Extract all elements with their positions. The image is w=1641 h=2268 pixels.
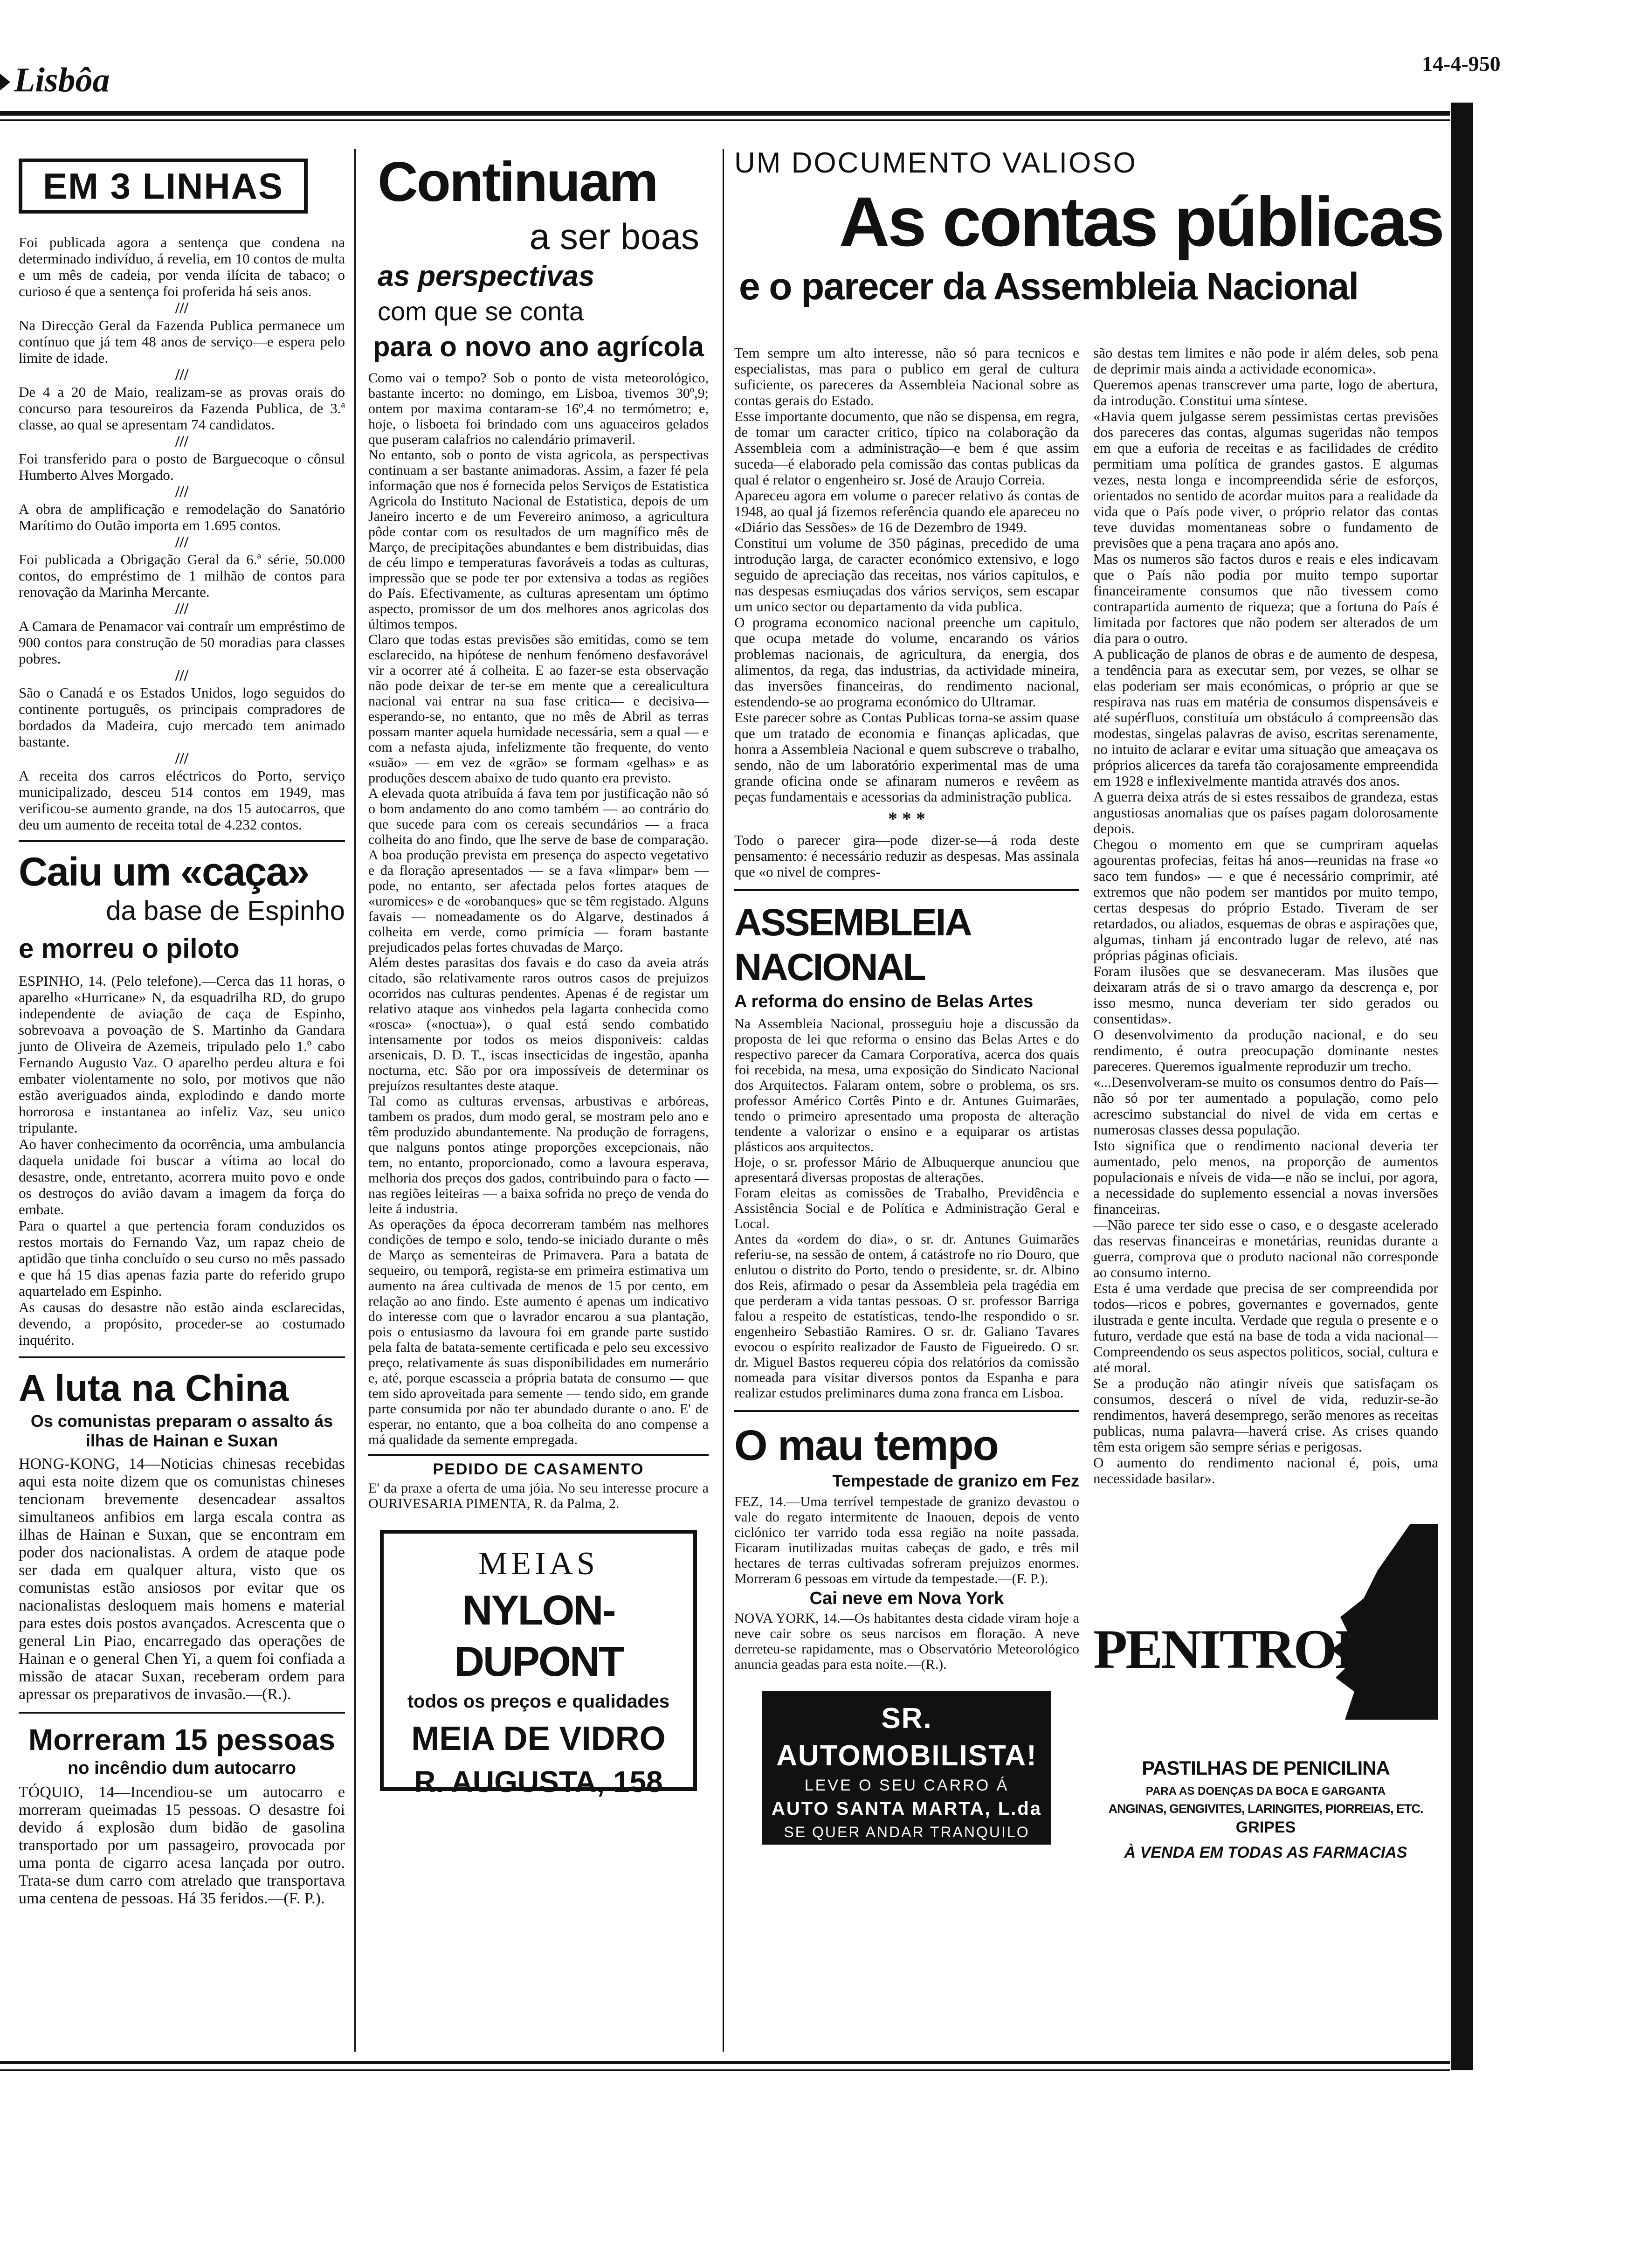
article-body: Na Assembleia Nacional, prosseguiu hoje a discussão da proposta de lei que reforma o ensino das Belas Artes e do respectivo parecer da Camara Corporativa, acerca dos quais foi recebida, na mesa, uma exposição do Sindicato Nacional dos Arquitectos. Falaram ontem, sobre o problema, os srs. professor Américo Cortês Pinto e dr. Antunes Guimarães, tendo o primeiro apresentado uma proposta de alteração tendente a valorizar o ensino e a equiparar os artistas plásticos aos arquitectos. Hoje, o sr. professor Mário de Albuquerque anunciou que apresentará diversas propostas de alterações. Foram eleitas as comissões de Trabalho, Previdência e Assistência Social e de Política e Administração Geral e Local. Antes da «ordem do dia», o sr. dr. Antunes Guimarães referiu-se, na sessão de ontem, á catástrofe no rio Douro, que enlutou o distrito do Porto, tendo o presidente, sr. dr. Albino dos Reis, afirmado o pesar da Assembleia pela tragédia em que perderam a vida tantas pessoas. O sr. professor Barriga falou a respeito de estatísticas, tendo-lhe respondido o sr. engenheiro Sebastião Ramires. O sr. dr. Galiano Tavares evocou o espírito realizador de Fausto de Figueiredo. O sr. dr. Miguel Bastos requereu cópia dos relatórios da comissão nomeada para visitar diversos pontos da Espanha e para realizar estudos preliminares duma zona franca em Lisboa. <box>734 1016 1079 1401</box>
column-divider <box>354 149 356 2052</box>
section-rule <box>368 1454 709 1456</box>
subheadline: Tempestade de granizo em Fez <box>832 1471 1079 1490</box>
news-note: Foi publicada agora a sentença que condena na determinado indivíduo, á revelia, em 10 contos de multa e um mês de cadeia, por venda ilícita de tabaco; o curioso é que a sentença foi proferida há seis anos. <box>19 234 345 299</box>
note-separator: /// <box>175 433 189 450</box>
article-body: Como vai o tempo? Sob o ponto de vista meteorológico, bastante incerto: no domingo, em Lisboa, tivemos 30º,9; ontem por maxima contaram-se 16º,4 no termómetro; e, hoje, o lisboeta foi brindado com uns aguaceiros gelados que puseram calafrios no calendário primaveril. No entanto, sob o ponto de vista agricola, as perspectivas continuam a ser bastante animadoras. Assim, a fazer fé pela informação que nos é fornecida pelos Serviços de Estatistica Agricola do Instituto Nacional de Estatistica, depois de um Janeiro incerto e de um Fevereiro animoso, a agricultura pôde contar com os resultados de um magnífico mês de Março, de precipitações abundantes e bem distribuidas, dias de céu limpo e temperaturas favoráveis a todas as culturas, impressão que se pode ter por extensiva a todas as regiões do País. Efectivamente, as culturas apresentam um óptimo aspecto, promissor de um dos melhores anos agricolas dos últimos tempos. Claro que todas estas previsões são emitidas, como se tem esclarecido, na hipótese de nenhum fenómeno desfavorável vir a ocorrer até á colheita. E ao fazer-se esta observação não pode deixar de ter-se em mente que a cerealicultura nacional vai entrar na sua fase critica— e decisiva—esperando-se, no entanto, que no mês de Abril as terras possam manter aquela humidade necessária, sem a qual — e com a nefasta ajuda, infelizmente tão frequente, do vento «suão» — em vez de «grão» se formam «gelhas» e as produções descem abaixo de tudo quanto era previsto. A elevada quota atribuída á fava tem por justificação não só o bom andamento do ano como também — ao contrário do que sucede para com os cereais secundários — a fraca colheita do ano findo, que lhe serve de base de comparação. A boa produção prevista em presença do aspecto vegetativo e da floração apresentados — se a fava «limpar» bem — pode, no entanto, ser afectada pelos fortes ataques de «uromices» e de «orobanques» que se têm registado. Alguns favais — nomeadamente os do Algarve, destinados á colheita em verde, como primícia — foram bastante prejudicados pelas fortes chuvadas de Março. Além destes parasitas dos favais e do caso da aveia atrás citado, são relativamente raros outros casos de prejuizos ocorridos nas culturas pendentes. Apenas é de registar um relativo ataque aos vinhedos pela lagarta conhecida como «rosca» («noctua»), o qual está sendo combatido intensamente por todos os meios disponiveis: caldas arsenicais, D. D. T., iscas insecticidas de ingestão, apanha nocturna, etc. São por ora impossíveis de determinar os prejuízos resultantes deste ataque. Tal como as culturas ervensas, arbustivas e arbóreas, tambem os prados, dum modo geral, se mostram pelo ano e têm produzido abundantemente. Na produção de forragens, que nalguns pontos atinge proporções excepcionais, não tem, no entanto, proporcionado, como a lavoura esperava, melhoria dos preços dos gados, contribuindo para o facto — nas regiões leiteiras — a baixa sofrida no preço de venda do leite á industria. As operações da época decorreram também nas melhores condições de tempo e solo, tendo-se iniciado durante o mês de Março as sementeiras de Primavera. Para a batata de sequeiro, ou temporã, regista-se em primeira estimativa um aumento na área cultivada de menos de 15 por cento, em relação ao ano findo. Este aumento é apenas um indicativo do interesse com que o lavrador encarou a sua plantação, pois o entusiasmo da lavoura foi em grande parte sustido pela falta de batata-semente certificada e pelo seu excessivo preço, relativamente ás suas disponibilidades em numerário e, até, porque escasseia a própria batata de consumo — que tem sido aproveitada para semente — tendo sido, em grande parte consumida por não ter abundado durante o ano. E' de esperar, no entanto, que a boa colheita do ano compense a má qualidade da semente empregada. <box>368 370 709 1447</box>
kicker: UM DOCUMENTO VALIOSO <box>734 147 1137 179</box>
header-rule <box>0 111 1450 116</box>
ad-line: NYLON-DUPONT <box>454 1587 623 1685</box>
ad-line: PARA AS DOENÇAS DA BOCA E GARGANTA <box>1145 1785 1386 1798</box>
news-note: De 4 a 20 de Maio, realizam-se as provas orais do concurso para tesoureiros da Fazenda Publica, de 3.ª classe, ao qual se apresentam 74 candidatos. <box>19 384 345 433</box>
column-3 <box>734 145 1443 1861</box>
headline: com que se conta <box>378 297 584 326</box>
ad-line: PASTILHAS DE PENICILINA <box>1142 1757 1390 1779</box>
headline: as perspectivas <box>378 260 595 292</box>
ad-line: SR. AUTOMOBILISTA! <box>776 1702 1037 1772</box>
page-date: 14-4-950 <box>1422 52 1501 76</box>
news-note: Foi transferido para o posto de Barguecoque o cônsul Humberto Alves Morgado. <box>19 450 345 483</box>
section-rule <box>19 840 345 842</box>
pedido-body: E' da praxe a oferta de uma jóia. No seu interesse procure a OURIVESARIA PIMENTA, R. da Palma, 2. <box>368 1480 709 1511</box>
section-stars: * * * <box>888 808 925 829</box>
section-rule <box>734 1410 1079 1412</box>
section-rule <box>19 1356 345 1358</box>
ad-line: R. AUGUSTA, 158 <box>414 1765 663 1798</box>
meias-ad <box>380 1530 697 1798</box>
article-body: ESPINHO, 14. (Pelo telefone).—Cerca das 11 horas, o aparelho «Hurricane» N, da esquadrilha RD, do grupo independente de aviação de caça de Espinho, sobrevoava a povoação de S. Martinho da Gandara junto de Oliveira de Azemeis, tripulado pelo 1.º cabo Fernando Augusto Vaz. O aparelho perdeu altura e foi embater violentamente no solo, por motivos que não estão averiguados ainda, explodindo e dando morte horrorosa e instantanea ao infeliz Vaz, seu unico tripulante. Ao haver conhecimento da ocorrência, uma ambulancia daquela unidade foi buscar a vítima ao local do desastre, onde, entretanto, acorrera muito povo e onde os destroços do avião davam a imagem da força do embate. Para o quartel a que pertencia foram conduzidos os restos mortais do Fernando Vaz, um rapaz cheio de aptidão que tinha concluído o seu curso no mês passado e que há 15 dias apenas fazia parte do referido grupo aquartelado em Espinho. As causas do desastre não estão ainda esclarecidas, devendo, a propósito, proceder-se ao costumado inquérito. <box>19 973 345 1348</box>
news-note: São o Canadá e os Estados Unidos, logo seguidos do continente português, os principais compradores de bordados da Madeira, cujo mercado tem animado bastante. <box>19 685 345 750</box>
headline: As contas públicas <box>839 182 1443 261</box>
ad-line: GRIPES <box>1235 1819 1296 1836</box>
note-separator: /// <box>175 483 189 500</box>
subheadline: A reforma do ensino de Belas Artes <box>734 992 1034 1011</box>
ad-line: ANGINAS, GENGIVITES, LARINGITES, PIORREIAS, ETC. <box>1108 1802 1423 1816</box>
news-note: A Camara de Penamacor vai contraír um empréstimo de 900 contos para construção de 50 moradias para classes pobres. <box>19 618 345 667</box>
headline: Continuam <box>378 151 657 213</box>
section-rule <box>19 1712 345 1714</box>
headline: A luta na China <box>19 1367 289 1409</box>
headline: e o parecer da Assembleia Nacional <box>739 265 1358 308</box>
article-body: TÓQUIO, 14—Incendiou-se um autocarro e morreram queimadas 15 pessoas. O desastre foi devido á explosão dum bidão de gasolina transportado por um passageiro, provocada por uma ponta de cigarro acesa lançada por outro. Trata-se dum carro com atrelado que transportava uma centena de pessoas. Há 35 feridos.—(F. P.). <box>19 1784 345 1907</box>
ad-line: MEIAS <box>478 1546 599 1582</box>
note-separator: /// <box>175 299 189 317</box>
headline: a ser boas <box>529 216 699 257</box>
article-right-column <box>1093 345 1438 1906</box>
news-note: Na Direcção Geral da Fazenda Publica permanece um contínuo que já tem 48 anos de serviço—e espera pelo limite de idade. <box>19 317 345 366</box>
footer-rule <box>0 2061 1450 2064</box>
ad-line: 51, R. DE SANTA MARTA, 51-C <box>824 1846 990 1860</box>
headline: Morreram 15 pessoas <box>28 1723 336 1756</box>
subheadline: no incêndio dum autocarro <box>68 1758 296 1778</box>
column-1 <box>19 159 345 1908</box>
column-divider <box>723 149 724 2052</box>
note-separator: /// <box>175 600 189 617</box>
em-3-linhas-title: EM 3 LINHAS <box>42 165 284 207</box>
news-note: Foi publicada a Obrigação Geral da 6.ª série, 50.000 contos, do empréstimo de 1 milhão de contos para renovação da Marinha Mercante. <box>19 551 345 600</box>
ad-line: LEVE O SEU CARRO Á <box>804 1777 1009 1794</box>
automobilista-ad <box>762 1691 1051 1860</box>
article-body: NOVA YORK, 14.—Os habitantes desta cidade viram hoje a neve cair sobre os seus narcisos em floração. A neve derreteu-se rapidamente, mas o Observatório Meteorológico anuncia geadas para esta noite.—(R.). <box>734 1611 1079 1672</box>
ad-line: todos os preços e qualidades <box>407 1691 670 1712</box>
news-note: A receita dos carros eléctricos do Porto, serviço municipalizado, desceu 514 contos em 1949, mas verificou-se aumento grande, na dos 15 autocarros, que deu um aumento de receita total de 4.232 contos. <box>19 768 345 833</box>
subheadline: Cai neve em Nova York <box>809 1589 1004 1608</box>
ad-line: À VENDA EM TODAS AS FARMACIAS <box>1124 1844 1407 1861</box>
section-rule <box>734 889 1079 891</box>
headline: Caiu um «caça» <box>19 850 309 894</box>
news-note: A obra de amplificação e remodelação do Sanatório Marítimo do Outão importa em 1.695 contos. <box>19 501 345 533</box>
headline: para o novo ano agrícola <box>372 331 704 362</box>
bullet-icon <box>0 74 10 90</box>
article-body: Tem sempre um alto interesse, não só para tecnicos e especialistas, mas para o publico em geral de cultura suficiente, os pareceres da Assembleia Nacional sobre as contas gerais do Estado. Esse importante documento, que não se dispensa, em regra, de tomar um caracter critico, típico na colaboração da Assembleia com a administração—e bem é que assim suceda—é elaborado pela comissão das contas publicas da qual é relator o engenheiro sr. José de Araujo Correia. Apareceu agora em volume o parecer relativo ás contas de 1948, ao qual já fizemos referência quando ele apareceu no «Diário das Sessões» de 16 de Dezembro de 1949. Constitui um volume de 350 páginas, precedido de uma introdução larga, de caracter económico extensivo, e logo seguido de apreciação das receitas, nos vários capitulos, e nas despesas esmiuçadas dos vários serviços, sem escapar um unico sector ou departamento da vida publica. O programa economico nacional preenche um capitulo, que ocupa metade do volume, encarando os vários problemas nacionais, de agricultura, da energia, dos alimentos, da rega, das industrias, da actividade mineira, das inversões financeiras, do rendimento nacional, estendendo-se ao programa económico do Ultramar. Este parecer sobre as Contas Publicas torna-se assim quase que um tratado de economia e finanças aplicadas, que honra a Assembleia Nacional e quem subscreve o trabalho, sendo, não de um laboratório experimental mas de uma grande oficina onde se afinaram numeros e revêem as peças fundamentais e acessorias da administração publica. <box>734 345 1079 805</box>
note-separator: /// <box>175 750 189 767</box>
subheadline: Os comunistas preparam o assalto ás ilhas de Hainan e Suxan <box>30 1411 333 1450</box>
article-body: HONG-KONG, 14—Noticias chinesas recebidas aqui esta noite dizem que os comunistas chineses tencionam brevemente desencadear assaltos simultaneos anfibios em larga escala contra as ilhas de Hainan e Suxan, que se encontram em poder dos nacionalistas. A ordem de ataque pode ser dada em qualquer altura, visto que os comunistas estão ansiosos por evitar que os nacionalistas desloquem mais homens e material para estes dois postos avançados. Acrescenta que o general Lin Piao, encarregado das operações de Hainan e o general Chen Yi, a quem foi confiada a missão de atacar Suxan, receberam ordem para apressar os preparativos de invasão.—(R.). <box>19 1455 345 1703</box>
brand-name: PENITROL <box>1093 1618 1371 1680</box>
penitrol-ad <box>1093 1524 1438 1906</box>
headline: O mau tempo <box>734 1422 998 1469</box>
em-3-linhas-box <box>19 159 308 214</box>
city-title: Lisbôa <box>14 61 110 99</box>
short-notes <box>19 234 345 833</box>
headline: ASSEMBLEIA NACIONAL <box>734 901 970 989</box>
headline: da base de Espinho <box>106 896 345 926</box>
right-edge-bar <box>1451 103 1473 2070</box>
article-china <box>19 1367 345 1703</box>
ad-line: AUTO SANTA MARTA, L.da <box>771 1798 1042 1819</box>
article-left-column <box>734 345 1079 1860</box>
article-caca <box>19 850 345 1348</box>
ad-line: MEIA DE VIDRO <box>411 1720 666 1757</box>
footer-rule-thin <box>0 2069 1450 2071</box>
note-separator: /// <box>175 667 189 684</box>
header-rule-thin <box>0 119 1450 121</box>
article-body: são destas tem limites e não pode ir além deles, sob pena de deprimir mais ainda a actividade economica». Queremos apenas transcrever uma parte, logo de abertura, da introdução. Constitui uma síntese. «Havia quem julgasse serem pessimistas certas previsões dos pareceres das contas, algumas sugeridas não tempos em que a euforia de receitas e as facilidades de crédito permitiam uma política de grandes gastos. E algumas vezes, nesta longa e incompreendida série de esforços, orientados no sentido de acordar muitos para a realidade da vida que o País pode viver, o próprio relator das contas teve duvidas momentaneas sobre o fundamento de previsões que a pena traçara ano após ano. Mas os numeros são factos duros e reais e eles indicavam que o País não podia por muito tempo suportar financeiramente consumos que não tivessem como contrapartida aumento de riqueza; que a fortuna do País é limitada por factores que não podem ser alterados de um dia para o outro. A publicação de planos de obras e de aumento de despesa, a tendência para as executar sem, por vezes, se olhar se elas poderiam ser mais económicas, o próprio ar que se respirava nas ruas em matéria de consumos dispensáveis e até supérfluos, constituía um obstáculo á compreensão das modestas, singelas palavras de aviso, escritas serenamente, no intuito de aclarar e evitar uma situação que ameaçava os próprios alicerces da tarefa tão corajosamente empreendida em 1928 e inflexivelmente mantida através dos anos. A guerra deixa atrás de si estes ressaibos de grandeza, estas angustiosas anomalias que os países pagam dolorosamente depois. Chegou o momento em que se cumpriram aquelas agourentas profecias, feitas há anos—reunidas na frase «o saco tem fundos» — e que é necessário comprimir, até extremos que não podem ser mantidos por muito tempo, certas despesas do próprio Estado. Tiveram de ser retardados, ou aliados, esquemas de obras e aspirações que, algumas, tinham já encontrado lugar de relevo, até nas próprias páginas oficiais. Foram ilusões que se desvaneceram. Mas ilusões que deixaram atrás de si o travo amargo da descrença e, por isso mesmo, nunca deveriam ter sido gerados ou consentidas». O desenvolvimento da produção nacional, e do seu rendimento, é outra preocupação dominante nestes pareceres. Queremos igualmente reproduzir um trecho. «...Desenvolveram-se muito os consumos dentro do País—não só por ter aumentado a população, como pelo acrescimo substancial do nivel de vida em certas e numerosas classes dessa população. Isto significa que o rendimento nacional deveria ter aumentado, pelo menos, na proporção de aumentos populacionais e níveis de vida—e não se inclui, por agora, a necessidade do suplemento essencial a novas inversões financeiras. —Não parece ter sido esse o caso, e o desgaste acelerado das reservas financeiras e monetárias, reunidas durante a guerra, comprova que o produto nacional não corresponde ao consumo interno. Esta é uma verdade que precisa de ser compreendida por todos—ricos e pobres, governantes e governados, gente ilustrada e gente inculta. Verdade que regula o presente e o futuro, verdade que está na base de toda a vida nacional—Compreendendo os seus aspectos politicos, social, cultura e até moral. Se a produção não atingir níveis que satisfaçam os consumos, descerá o nível de vida, reduzir-se-ão rendimentos, haverá desemprego, serão menores as receitas publicas, numa palavra—haverá crise. As crises quando têm esta origem são sempre sérias e perigosas. O aumento do rendimento nacional é, pois, uma necessidade basilar». <box>1093 345 1438 1487</box>
article-body: FEZ, 14.—Uma terrível tempestade de granizo devastou o vale do regato intermitente de Inaouen, depois de vento ciclónico ter varrido toda essa região na noite passada. Ficaram inutilizadas muitas cabeças de gado, e três mil hectares de terras cultivadas sofreram prejuizos enormes. Morreram 6 pessoas em virtude da tempestade.—(F. P.). <box>734 1494 1079 1586</box>
article-morreram <box>19 1722 345 1908</box>
headline: e morreu o piloto <box>19 933 240 964</box>
note-separator: /// <box>175 366 189 383</box>
article-body: Todo o parecer gira—pode dizer-se—á roda deste pensamento: é necessário reduzir as despesas. Mas assinala que «o nivel de compres- <box>734 832 1079 880</box>
pedido-title: PEDIDO DE CASAMENTO <box>433 1460 644 1478</box>
ad-line: SE QUER ANDAR TRANQUILO <box>784 1824 1030 1840</box>
note-separator: /// <box>175 533 189 551</box>
column-2 <box>368 149 709 1798</box>
